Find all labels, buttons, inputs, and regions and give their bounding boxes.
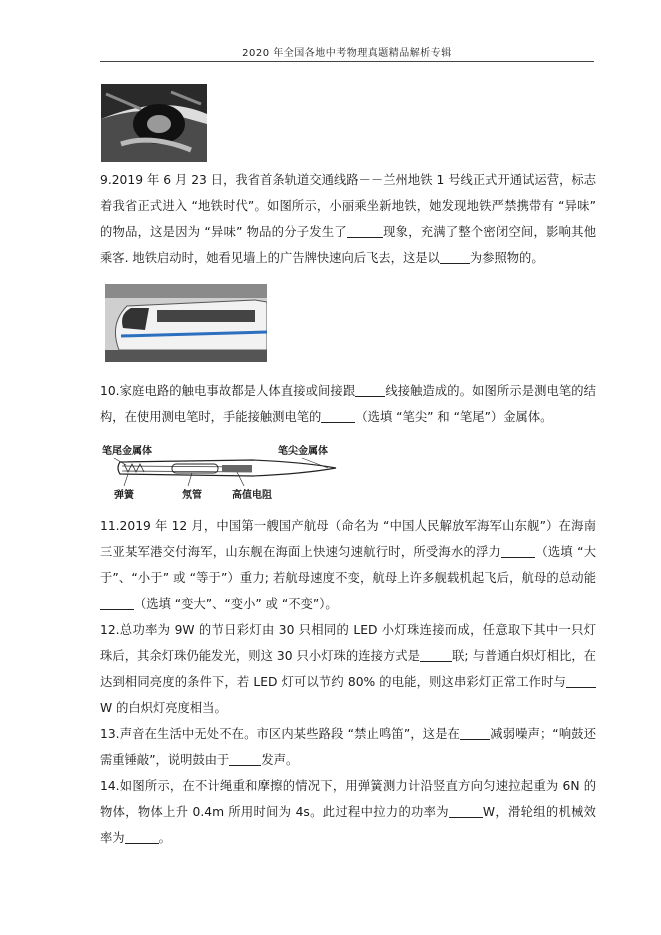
- q10-text-c: （选填 “笔尖” 和 “笔尾”）金属体。: [355, 410, 553, 424]
- question-13: [100, 721, 596, 773]
- q14-blank-1[interactable]: [449, 803, 483, 818]
- q9-blank-2[interactable]: [440, 249, 470, 264]
- label-spring: 弹簧: [114, 490, 134, 501]
- q10-text-b: 线接触造成的。如图所示是测电笔的结构，在使用测电笔时，手能接触测电笔的: [100, 384, 596, 424]
- label-resistor: 高值电阻: [232, 490, 272, 501]
- q12-text-a: 12.总功率为 9W 的节日彩灯由 30 只相同的 LED 小灯珠连接而成，任意取下其中一只灯珠后，其余灯珠仍能发光，则这 30 只小灯珠的连接方式是: [100, 623, 596, 663]
- q10-blank-2[interactable]: [321, 408, 355, 423]
- q9-blank-1[interactable]: [347, 223, 383, 238]
- q9-text-a: 9.2019 年 6 月 23 日，我省首条轨道交通线路－－兰州地铁 1 号线正式开通试运营，标志着我省正式进入 “地铁时代”。如图所示，小丽乘坐新地铁，她发现地铁严禁携带有 “异味” 的物品，这是因为 “异味” 物品的分子发生了: [100, 173, 596, 239]
- page-header-title: 2020 年全国各地中考物理真题精品解析专辑: [242, 48, 452, 59]
- q11-text-a: 11.2019 年 12 月，中国第一艘国产航母（命名为 “中国人民解放军海军山东舰”）在海南三亚某军港交付海军，山东舰在海面上快速匀速航行时，所受海水的浮力: [100, 519, 596, 559]
- question-9: [100, 167, 596, 271]
- q9-text-c: 为参照物的。: [469, 251, 544, 265]
- q13-blank-1[interactable]: [460, 725, 490, 740]
- q10-blank-1[interactable]: [355, 382, 385, 397]
- q14-blank-2[interactable]: [125, 829, 159, 844]
- q10-text-a: 10.家庭电路的触电事故都是人体直接或间接跟: [100, 384, 356, 398]
- question-10: [100, 378, 596, 430]
- q12-text-b: 联; 与普通白炽灯相比，在达到相同亮度的条件下，若 LED 灯可以节约 80% 的电能，则这串彩灯正常工作时与: [100, 649, 596, 689]
- q13-text-c: 发声。: [261, 753, 299, 767]
- q11-blank-1[interactable]: [501, 543, 535, 558]
- q11-blank-2[interactable]: [100, 595, 134, 610]
- question-12: [100, 617, 596, 721]
- q14-text-b: W，滑轮组的机械效率为: [100, 805, 596, 845]
- header-rule: [100, 61, 594, 62]
- label-tail-metal: 笔尾金属体: [102, 446, 152, 457]
- label-neon-tube: 氖管: [182, 490, 202, 501]
- q13-text-b: 减弱噪声；“响鼓还需重锤敲”，说明鼓由于: [100, 727, 596, 767]
- top-photo-image: [101, 84, 207, 162]
- question-14: [100, 773, 596, 851]
- q12-blank-1[interactable]: [420, 647, 452, 662]
- q9-text-b: 现象，充满了整个密闭空间，影响其他乘客. 地铁启动时，她看见墙上的广告牌快速向后飞去，这是以: [100, 225, 596, 265]
- q11-text-b: （选填 “大于”、“小于” 或 “等于”）重力; 若航母速度不变，航母上许多舰载机起飞后，航母的总动能: [100, 545, 596, 585]
- test-pen-diagram: [102, 440, 342, 500]
- question-11: [100, 513, 596, 617]
- q12-blank-2[interactable]: [566, 673, 596, 688]
- subway-train-photo: [105, 284, 267, 362]
- q13-blank-2[interactable]: [229, 751, 261, 766]
- q14-text-a: 14.如图所示，在不计绳重和摩擦的情况下，用弹簧测力计沿竖直方向匀速拉起重为 6N 的物体，物体上升 0.4m 所用时间为 4s。此过程中拉力的功率为: [100, 779, 596, 819]
- q14-text-c: 。: [158, 831, 171, 845]
- q12-text-c: W 的白炽灯亮度相当。: [100, 701, 227, 715]
- q13-text-a: 13.声音在生活中无处不在。市区内某些路段 “禁止鸣笛”，这是在: [100, 727, 461, 741]
- label-tip-metal: 笔尖金属体: [278, 446, 328, 457]
- q11-text-c: （选填 “变大”、“变小” 或 “不变”）。: [134, 597, 338, 611]
